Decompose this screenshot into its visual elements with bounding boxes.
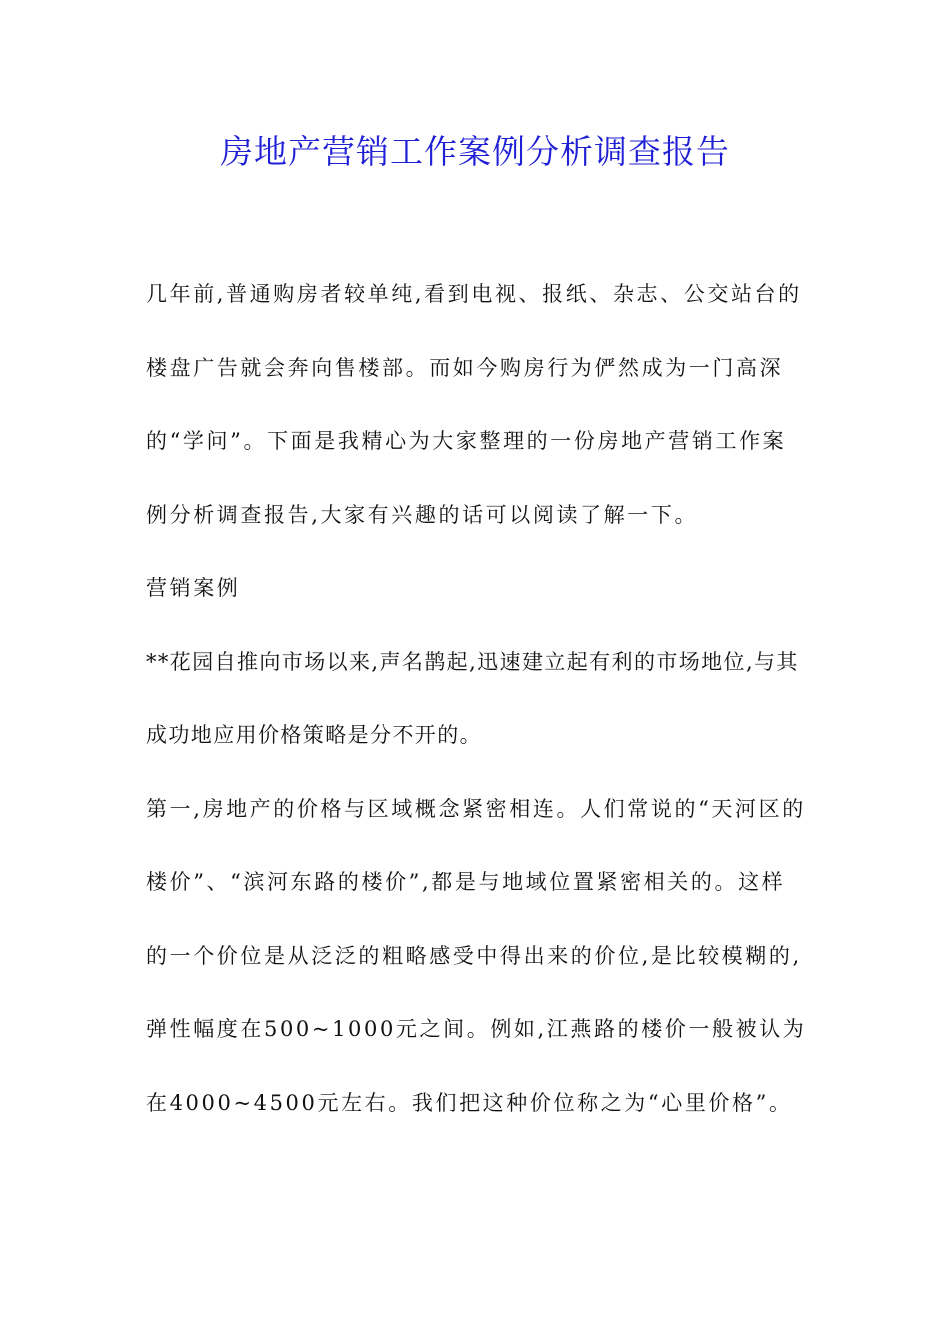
paragraph-garden: **花园自推向市场以来,声名鹊起,迅速建立起有利的市场地位,与其成功地应用价格策略是分不开的。 (146, 649, 799, 747)
document-body (146, 258, 808, 1140)
paragraph-first-point: 第一,房地产的价格与区域概念紧密相连。人们常说的“天河区的楼价”、“滨河东路的楼价”,都是与地域位置紧密相关的。这样的一个价位是从泛泛的粗略感受中得出来的价位,是比较模糊的,弹性幅度在500~1000元之间。例如,江燕路的楼价一般被认为在4000~4500元左右。我们把这种价位称之为“心里价格”。 (146, 796, 807, 1115)
paragraph-intro: 几年前,普通购房者较单纯,看到电视、报纸、杂志、公交站台的楼盘广告就会奔向售楼部。而如今购房行为俨然成为一门高深的“学问”。下面是我精心为大家整理的一份房地产营销工作案例分析调查报告,大家有兴趣的话可以阅读了解一下。 (146, 282, 802, 527)
section-heading-marketing-case: 营销案例 (146, 576, 241, 600)
document-title: 房地产营销工作案例分析调查报告 (220, 132, 730, 171)
